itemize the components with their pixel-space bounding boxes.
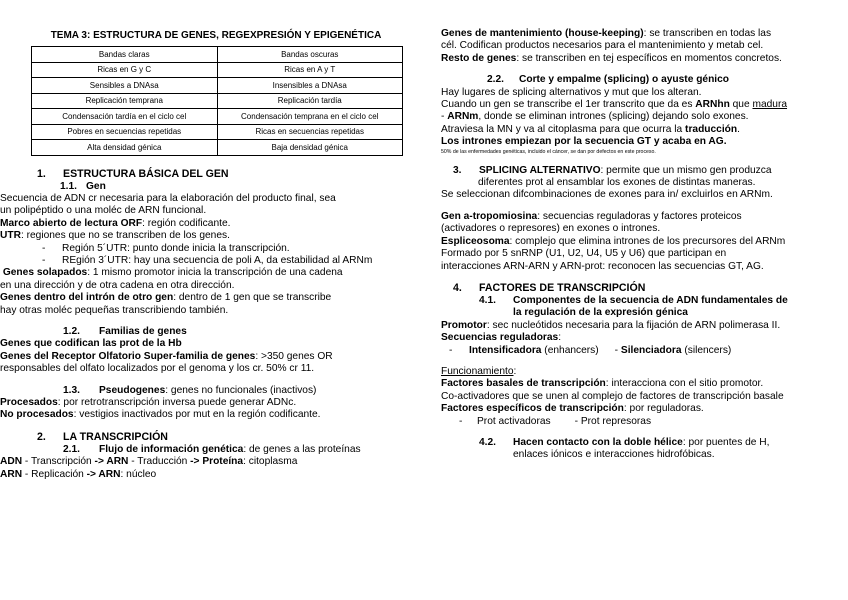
text-line: Atraviesa la MN y va al citoplasma para que ocurra la traducción.: [441, 123, 740, 135]
table-cell: Ricas en secuencias repetidas: [217, 124, 403, 140]
text-line: Secuencia de ADN cr necesaria para la elaboración del producto final, sea: [0, 192, 336, 204]
text-line: Resto de genes: se transcriben en tej específicos en momentos concretos.: [441, 52, 782, 64]
section-4-2-heading: 4.2. Hacen contacto con la doble hélice: por puentes de H,: [479, 436, 770, 448]
table-cell: Sensibles a DNAsa: [32, 78, 218, 94]
table-cell: Ricas en A y T: [217, 62, 403, 78]
section-4-1-heading: 4.1. Componentes de la secuencia de ADN fundamentales de: [479, 294, 788, 306]
text-line: Formado por 5 snRNP (U1, U2, U4, U5 y U6) que participan en: [441, 248, 727, 260]
text-line: Funcionamiento:: [441, 365, 517, 377]
table-row: [32, 140, 403, 156]
section-1-heading: 1. ESTRUCTURA BÁSICA DEL GEN: [37, 167, 229, 180]
text-line: Genes del Receptor Olfatorio Super-familia de genes: >350 genes OR: [0, 350, 333, 362]
section-2-heading: 2. LA TRANSCRIPCIÓN: [37, 430, 168, 443]
text-line: ADN - Transcripción -> ARN - Traducción -> Proteína: citoplasma: [0, 456, 298, 468]
table-cell: Condensación temprana en el ciclo cel: [217, 109, 403, 125]
text-line: Gen a-tropomiosina: secuencias reguladoras y factores proteicos: [441, 210, 742, 222]
table-row: [32, 124, 403, 140]
text-line: cél. Codifican productos necesarios para el mantenimiento y metab cel.: [441, 40, 764, 52]
text-line: un polipéptido o una moléc de ARN funcional.: [0, 205, 207, 217]
table-cell: Bandas claras: [32, 47, 218, 63]
text-line: Factores basales de transcripción: interacciona con el sitio promotor.: [441, 378, 764, 390]
text-line: diferentes prot al ensamblar los exones de distintas maneras.: [478, 177, 756, 189]
list-item: - Prot activadoras - Prot represoras: [459, 415, 652, 427]
text-line: Procesados: por retrotranscripción inversa puede generar ADNc.: [0, 397, 297, 408]
text-line: en una dirección y de otra cadena en otra dirección.: [0, 279, 235, 291]
text-line: (activadores o represores) en exones o intrones.: [441, 223, 661, 235]
text-line: ARN - Replicación -> ARN: núcleo: [0, 468, 157, 480]
section-1-3-heading: 1.3. Pseudogenes: genes no funcionales (inactivos): [63, 384, 317, 396]
text-line: Marco abierto de lectura ORF: región codificante.: [0, 217, 231, 229]
text-line: interacciones ARN-ARN y ARN-prot: reconocen las secuencias GT, AG.: [441, 260, 764, 272]
text-line: UTR: regiones que no se transcriben de los genes.: [0, 230, 230, 242]
text-line: Genes de mantenimiento (house-keeping): se transcriben en todas las: [441, 28, 772, 39]
section-3-heading: 3. SPLICING ALTERNATIVO: permite que un mismo gen produzca: [453, 164, 772, 176]
text-line: Cuando un gen se transcribe el 1er transcrito que da es ARNhn que madura: [441, 99, 788, 111]
text-line: Secuencias reguladoras:: [441, 332, 562, 344]
bands-table: [31, 46, 403, 156]
text-line: Hay lugares de splicing alternativos y mut que los alteran.: [441, 86, 702, 98]
table-cell: Replicación tardía: [217, 93, 403, 109]
table-cell: Bandas oscuras: [217, 47, 403, 63]
table-row: [32, 62, 403, 78]
text-line: hay otras moléc pequeñas transcribiendo también.: [0, 304, 229, 316]
page-title: TEMA 3: ESTRUCTURA DE GENES, REGEXPRESIÓN Y EPIGENÉTICA: [50, 30, 382, 41]
table-cell: Ricas en G y C: [32, 62, 218, 78]
list-item: - Intensificadora (enhancers) - Silenciadora (silencers): [449, 344, 732, 356]
list-item: - REgión 3´UTR: hay una secuencia de poli A, da estabilidad al ARNm: [42, 254, 373, 266]
table-cell: Alta densidad génica: [32, 140, 218, 156]
text-line: Co-activadores que se unen al complejo de factores de transcripción basale: [441, 390, 784, 402]
text-line: - ARNm, donde se eliminan intrones (splicing) dejando solo exones.: [441, 111, 749, 123]
section-1-1-heading: 1.1. Gen: [60, 180, 106, 192]
table-cell: Insensibles a DNAsa: [217, 78, 403, 94]
text-line: Factores específicos de transcripción: por reguladoras.: [441, 403, 704, 415]
table-row: [32, 109, 403, 125]
text-line: Genes que codifican las prot de la Hb: [0, 338, 182, 350]
section-1-2-heading: 1.2. Familias de genes: [63, 325, 187, 337]
table-cell: Condensación tardía en el ciclo cel: [32, 109, 218, 125]
text-line: Genes dentro del intrón de otro gen: dentro de 1 gen que se transcribe: [0, 292, 332, 304]
table-cell: Replicación temprana: [32, 93, 218, 109]
table-cell: Baja densidad génica: [217, 140, 403, 156]
table-cell: Pobres en secuencias repetidas: [32, 124, 218, 140]
text-line: Genes solapados: 1 mismo promotor inicia la transcripción de una cadena: [2, 267, 343, 279]
footnote: 50% de las enfermedades genéticas, incluido el cáncer, se dan por defectos en este proceso.: [441, 148, 656, 155]
text-line: Los intrones empiezan por la secuencia GT y acaba en AG.: [441, 136, 727, 148]
section-4-1-heading-cont: la regulación de la expresión génica: [513, 307, 688, 319]
list-item: - Región 5´UTR: punto donde inicia la transcripción.: [42, 242, 290, 254]
text-line: enlaces iónicos e interacciones hidrofóbicas.: [513, 449, 715, 461]
section-2-2-heading: 2.2. Corte y empalme (splicing) o ayuste génico: [487, 74, 730, 86]
section-2-1-heading: 2.1. Flujo de información genética: de genes a las proteínas: [63, 443, 361, 455]
table-row: [32, 47, 403, 63]
table-row: [32, 78, 403, 94]
section-4-heading: 4. FACTORES DE TRANSCRIPCIÓN: [453, 281, 646, 294]
right-column: [441, 22, 841, 462]
text-line: Promotor: sec nucleótidos necesaria para la fijación de ARN polimerasa II.: [441, 319, 781, 331]
text-line: No procesados: vestigios inactivados por mut en la región codificante.: [0, 409, 321, 421]
text-line: Se seleccionan difcombinaciones de exones para in/ excluirlos en ARNm.: [441, 189, 773, 201]
left-column: [0, 22, 408, 481]
text-line: responsables del olfato localizados por el genoma y los cr. 50% cr 11.: [0, 363, 315, 375]
text-line: Espliceosoma: complejo que elimina intrones de los precursores del ARNm: [441, 235, 786, 247]
table-row: [32, 93, 403, 109]
